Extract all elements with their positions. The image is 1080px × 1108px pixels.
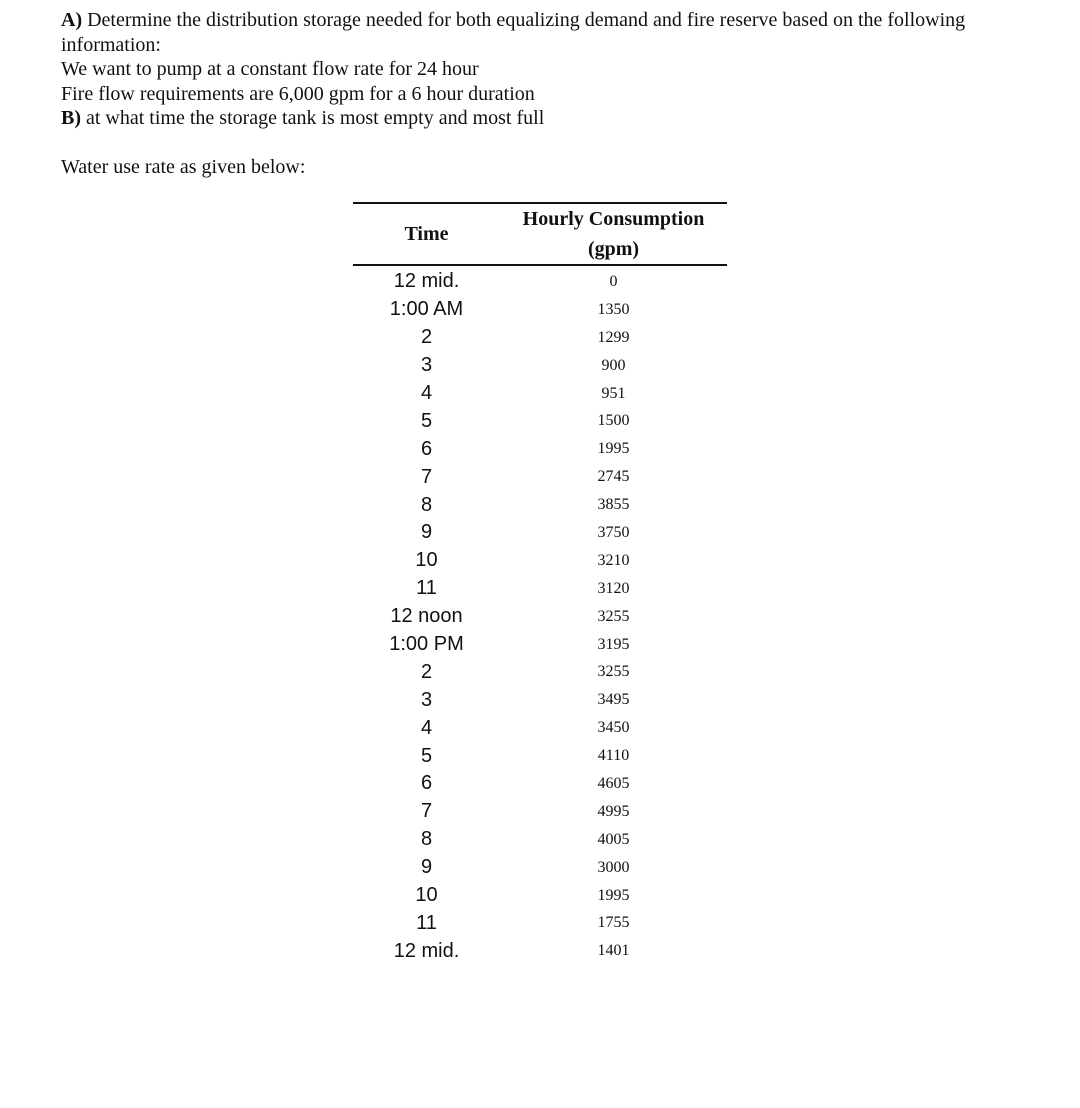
time-cell: 1:00 PM [389, 633, 464, 656]
table-row [353, 407, 727, 435]
time-cell: 7 [420, 800, 433, 823]
table-row [353, 603, 727, 631]
time-cell: 9 [420, 521, 433, 544]
time-cell: 4 [420, 716, 433, 739]
consumption-cell: 900 [601, 356, 626, 374]
time-cell: 12 mid. [393, 939, 460, 962]
table-row [353, 519, 727, 547]
time-cell: 3 [420, 688, 433, 711]
consumption-cell: 3000 [597, 858, 630, 876]
consumption-cell: 1299 [597, 328, 630, 346]
consumption-cell: 3450 [597, 719, 630, 737]
consumption-cell: 4110 [597, 747, 630, 765]
part-a-label: A) [61, 9, 83, 31]
consumption-cell: 3255 [597, 607, 630, 625]
table-row [353, 265, 727, 296]
time-column-header: Time [404, 222, 449, 245]
table-row [353, 714, 727, 742]
table-row [353, 937, 727, 965]
part-b-label: B) [61, 107, 81, 129]
time-cell: 5 [420, 409, 433, 432]
table-row [353, 742, 727, 770]
time-cell: 6 [420, 437, 433, 460]
table-row [353, 798, 727, 826]
consumption-cell: 951 [601, 384, 626, 402]
time-cell: 1:00 AM [389, 298, 464, 321]
consumption-cell: 3120 [597, 579, 630, 597]
time-cell: 7 [420, 465, 433, 488]
consumption-cell: 3210 [597, 551, 630, 569]
part-a [61, 8, 1061, 57]
time-cell: 8 [420, 828, 433, 851]
table-row [353, 658, 727, 686]
part-a-text: Determine the distribution storage needed for both equalizing demand and fire reserve based on the following information: [61, 9, 966, 56]
consumption-cell: 3255 [597, 663, 630, 681]
table-row [353, 854, 727, 882]
part-b [61, 106, 1061, 131]
consumption-column-header [500, 203, 727, 265]
table-row [353, 686, 727, 714]
consumption-cell: 2745 [597, 468, 630, 486]
consumption-table [353, 202, 727, 965]
time-cell: 10 [415, 884, 438, 907]
time-cell: 2 [420, 326, 433, 349]
time-cell: 4 [420, 382, 433, 404]
consumption-table-wrapper [353, 202, 727, 965]
time-cell: 5 [420, 744, 433, 767]
consumption-cell: 1995 [597, 886, 630, 904]
table-header-row [353, 203, 727, 265]
consumption-cell: 1500 [597, 412, 630, 430]
time-cell: 6 [420, 772, 433, 795]
table-row [353, 882, 727, 910]
consumption-cell: 4005 [597, 830, 630, 848]
table-row [353, 826, 727, 854]
table-row [353, 909, 727, 937]
table-row [353, 380, 727, 408]
table-row [353, 547, 727, 575]
table-row [353, 296, 727, 324]
consumption-cell: 4995 [597, 802, 630, 820]
time-cell: 8 [420, 493, 433, 516]
consumption-cell: 3495 [597, 691, 630, 709]
table-row [353, 575, 727, 603]
consumption-header-line1: Hourly Consumption [522, 208, 705, 230]
table-row [353, 324, 727, 352]
table-row [353, 435, 727, 463]
fire-flow-requirement: Fire flow requirements are 6,000 gpm for a 6 hour duration [61, 82, 535, 105]
consumption-cell: 0 [609, 272, 618, 290]
consumption-header-line2: (gpm) [587, 238, 640, 260]
time-cell: 2 [420, 660, 433, 683]
table-body [353, 265, 727, 965]
table-intro: Water use rate as given below: [61, 156, 306, 178]
time-cell: 12 mid. [393, 270, 460, 293]
consumption-cell: 1755 [597, 914, 630, 932]
time-cell: 11 [416, 911, 437, 934]
pump-requirement: We want to pump at a constant flow rate for 24 hour [61, 58, 479, 80]
consumption-cell: 1995 [597, 440, 630, 458]
consumption-cell: 3855 [597, 496, 630, 514]
table-row [353, 463, 727, 491]
table-row [353, 352, 727, 380]
table-row [353, 491, 727, 519]
time-cell: 12 noon [390, 605, 463, 628]
consumption-cell: 1350 [597, 300, 630, 318]
consumption-cell: 3195 [597, 635, 630, 653]
time-cell: 3 [420, 354, 433, 377]
problem-statement [61, 8, 1061, 131]
part-b-text: at what time the storage tank is most empty and most full [81, 107, 545, 129]
consumption-cell: 4605 [597, 774, 630, 792]
time-cell: 11 [416, 577, 437, 600]
consumption-cell: 1401 [597, 942, 630, 960]
table-row [353, 631, 727, 659]
time-cell: 9 [420, 856, 433, 879]
table-row [353, 770, 727, 798]
time-cell: 10 [415, 549, 438, 572]
consumption-cell: 3750 [597, 523, 630, 541]
